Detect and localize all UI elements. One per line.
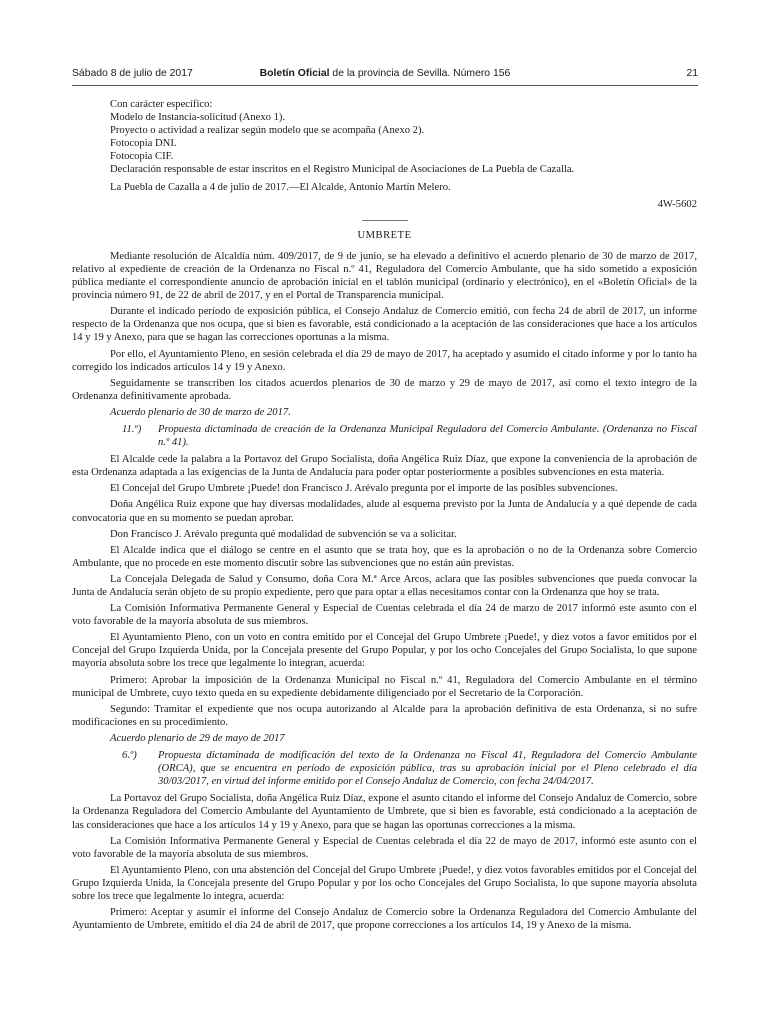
header-publication-bold: Boletín Oficial [259, 68, 330, 79]
body-paragraph: Durante el indicado período de exposición pública, el Consejo Andaluz de Comercio emitió, con fecha 24 de abril de 2017, un informe respecto de la Ordenanza que nos ocupa, que si bien es favorable, está condicionado a la aceptación de las consideraciones que hace a los artículos 14 y 19 y Anexo, para que se hagan las correcciones oportunas a la misma. [72, 306, 697, 344]
agenda-item-text: Propuesta dictaminada de creación de la Ordenanza Municipal Reguladora del Comercio Ambulante. (Ordenanza no Fiscal n.º 41). [158, 423, 697, 449]
body-paragraph: La Comisión Informativa Permanente General y Especial de Cuentas celebrada el día 24 de marzo de 2017 informó este asunto con el voto favorable de la mayoría absoluta de sus miembros. [72, 603, 697, 628]
body-paragraph: El Alcalde indica que el diálogo se centre en el asunto que se trata hoy, que es la aprobación o no de la Ordenanza sobre Comercio Ambulante, que no procede en este momento discutir sobre las subvenciones que no están aún previstas. [72, 544, 697, 569]
body-paragraph: Primero: Aprobar la imposición de la Ordenanza Municipal no Fiscal n.º 41, Reguladora del Comercio Ambulante en el término municipal de Umbrete, cuyo texto queda en su expediente debidamente diligenciado por el Secretario de la Corporación. [72, 674, 697, 699]
body-paragraph: Primero: Aceptar y asumir el informe del Consejo Andaluz de Comercio sobre la Ordenanza Reguladora del Comercio Ambulante del Ayuntamiento de Umbrete, emitido el día 24 de abril de 2017, que propone correcciones a los artículos 14, 19 y Anexo de la misma. [72, 907, 697, 932]
body-paragraph: La Concejala Delegada de Salud y Consumo, doña Cora M.ª Arce Arcos, aclara que las posibles subvenciones que pueda convocar la Junta de Andalucía serán objeto de su propio expediente, pero que para optar a ellas necesitamos contar con la Ordenanza que hoy se trata. [72, 573, 697, 598]
body-paragraph: El Ayuntamiento Pleno, con un voto en contra emitido por el Concejal del Grupo Umbrete ¡Puede!, y diez votos a favor emitidos por el Concejal del Grupo Izquierda Unida, por la Concejala presente del Grupo Popular, y por los ocho Concejales del Grupo Socialista, lo que supone mayoría absoluta sobre los trece que legalmente lo integran, acuerda: [72, 632, 697, 670]
page-header [72, 68, 698, 84]
body-paragraph: La Comisión Informativa Permanente General y Especial de Cuentas celebrada el día 22 de mayo de 2017, informó este asunto con el voto favorable de la mayoría absoluta de sus miembros. [72, 835, 697, 860]
agreement-title: Acuerdo plenario de 30 de marzo de 2017. [110, 406, 291, 418]
requirements-block [72, 98, 697, 211]
body-paragraph: Por ello, el Ayuntamiento Pleno, en sesión celebrada el día 29 de mayo de 2017, ha aceptado y asumido el citado informe y por lo tanto ha corregido los indicados artículos 14 y 19 y Anexo. [72, 348, 697, 373]
signature-line: La Puebla de Cazalla a 4 de julio de 2017.—El Alcalde, Antonio Martín Melero. [110, 181, 451, 193]
body-paragraph: Don Francisco J. Arévalo pregunta qué modalidad de subvención se va a solicitar. [110, 528, 457, 540]
agreement-title: Acuerdo plenario de 29 de mayo de 2017 [110, 732, 285, 744]
header-page-number: 21 [686, 68, 698, 79]
section-separator [362, 220, 408, 221]
agenda-item-text: Propuesta dictaminada de modificación del texto de la Ordenanza no Fiscal 41, Reguladora del Comercio Ambulante (ORCA), que se encuentra en período de exposición pública, tras su aprobación inicial por el Pleno celebrado el día 30/03/2017, en virtud del informe emitido por el Consejo Andaluz de Comercio, con fecha 24/04/2017. [158, 750, 697, 788]
body-paragraph: El Ayuntamiento Pleno, con una abstención del Concejal del Grupo Umbrete ¡Puede!, y diez votos favorables emitidos por el Concejal del Grupo Izquierda Unida, la Concejala presente del Grupo Popular y por los ocho Concejales del Grupo Socialista, lo que supone mayoría absoluta sobre los trece que legalmente lo integra, acuerda: [72, 864, 697, 902]
agenda-item [72, 749, 697, 788]
requirement-item: Fotocopia DNI. [110, 138, 177, 150]
body-paragraph: Doña Angélica Ruiz expone que hay diversas modalidades, alude al esquema previsto por la Junta de Andalucía y a qué depende de cada convocatoria que en su momento se puedan aprobar. [72, 499, 697, 524]
section-title: UMBRETE [357, 229, 412, 241]
requirement-item: Fotocopia CIF. [110, 151, 174, 163]
agenda-item [72, 423, 697, 449]
header-publication [72, 68, 698, 79]
requirement-item: Proyecto o actividad a realizar según modelo que se acompaña (Anexo 2). [110, 125, 425, 137]
document-body [72, 98, 697, 935]
agenda-item-number: 11.º) [122, 423, 142, 435]
body-paragraph: El Alcalde cede la palabra a la Portavoz del Grupo Socialista, doña Angélica Ruiz Díaz, que expone la conveniencia de la aprobación de esta Ordenanza adaptada a las exigencias de la Junta de Andalucía para poder optar posteriormente a posibles subvenciones en esta materia. [72, 454, 697, 479]
requirements-intro: Con carácter específico: [110, 99, 213, 110]
body-paragraph: Mediante resolución de Alcaldía núm. 409/2017, de 9 de junio, se ha elevado a definitivo el acuerdo plenario de 30 de marzo de 2017, relativo al expediente de creación de la Ordenanza no Fiscal n.º 41, Reguladora del Comercio Ambulante, que ha sido sometido a exposición pública mediante el correspondiente anuncio de aprobación inicial en el tablón municipal (ordinario y electrónico), en el «Boletín Oficial» de la provincia número 91, de 22 de abril de 2017, y en el Portal de Transparencia municipal. [72, 250, 697, 302]
body-paragraph: Seguidamente se transcriben los citados acuerdos plenarios de 30 de marzo y 29 de mayo de 2017, así como el texto íntegro de la Ordenanza definitivamente aprobada. [72, 377, 697, 402]
header-rule [72, 85, 698, 86]
header-date: Sábado 8 de julio de 2017 [72, 68, 193, 79]
body-paragraph: Segundo: Tramitar el expediente que nos ocupa autorizando al Alcalde para la aprobación definitiva de esta Ordenanza, si no sufre modificaciones en su procedimiento. [72, 703, 697, 728]
header-publication-rest: de la provincia de Sevilla. Número 156 [329, 68, 511, 79]
agenda-item-number: 6.º) [122, 750, 137, 762]
body-paragraph: La Portavoz del Grupo Socialista, doña Angélica Ruiz Díaz, expone el asunto citando el informe del Consejo Andaluz de Comercio, sobre la Ordenanza Reguladora del Comercio Ambulante del Ayuntamiento de Umbrete, que si bien es favorable, está condicionado a la aceptación de las consideraciones que hace a los artículos 14 y 19 y Anexo, para que se hagan las oportunas correcciones a la misma. [72, 793, 697, 831]
requirement-item: Declaración responsable de estar inscritos en el Registro Municipal de Asociaciones de La Puebla de Cazalla. [110, 164, 575, 176]
requirement-item: Modelo de Instancia-solicitud (Anexo 1). [110, 112, 286, 124]
body-paragraph: El Concejal del Grupo Umbrete ¡Puede! don Francisco J. Arévalo pregunta por el importe de las posibles subvenciones. [110, 483, 618, 495]
announcement-reference: 4W-5602 [657, 198, 697, 210]
